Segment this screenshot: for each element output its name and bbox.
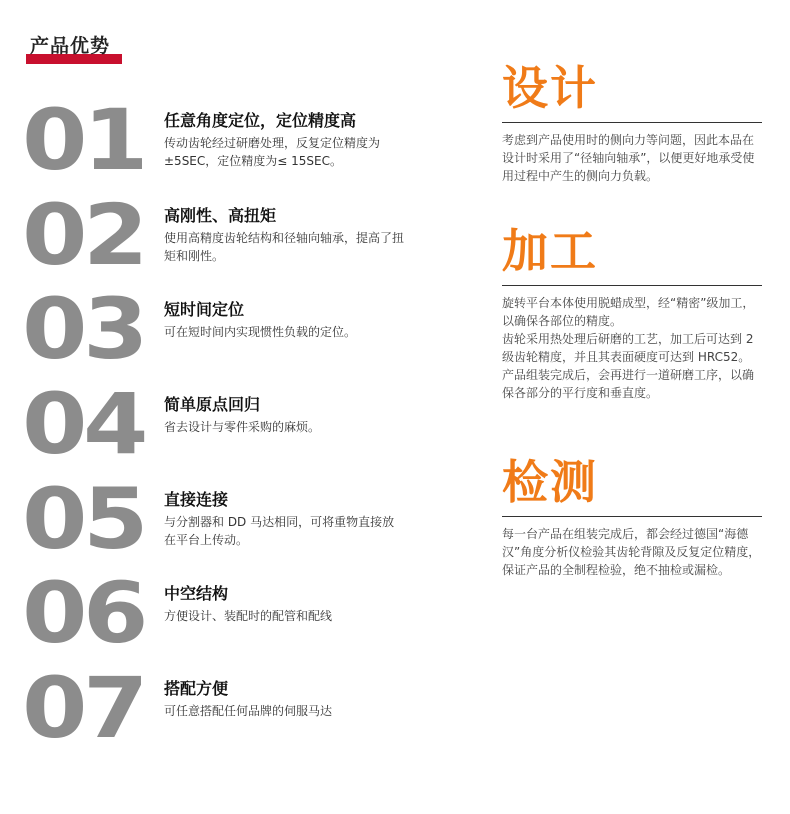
feature-number: 04 [22, 375, 144, 473]
feature-item-01 [22, 91, 422, 189]
section-paragraph: 产品组装完成后，会再进行一道研磨工序，以确保各部分的平行度和垂直度。 [502, 368, 755, 400]
feature-item-06 [22, 564, 422, 662]
section-paragraph: 旋转平台本体使用脱蜡成型，经“精密”级加工，以确保各部位的精度。 [502, 296, 755, 328]
section-body [502, 294, 762, 402]
feature-title: 搭配方便 [164, 679, 229, 698]
feature-title: 直接连接 [164, 490, 229, 509]
section-machining [502, 223, 762, 402]
feature-title: 高刚性、高扭矩 [164, 206, 277, 225]
header [26, 34, 122, 64]
feature-number: 03 [22, 280, 144, 378]
feature-number: 02 [22, 186, 144, 284]
feature-item-05 [22, 470, 422, 568]
section-divider [502, 516, 762, 517]
section-heading: 加工 [502, 224, 598, 278]
feature-number: 01 [22, 91, 144, 189]
feature-description: 与分割器和 DD 马达相同，可将重物直接放在平台上传动。 [164, 515, 395, 547]
page-title: 产品优势 [30, 35, 111, 57]
feature-description: 省去设计与零件采购的麻烦。 [164, 420, 321, 434]
feature-item-03 [22, 280, 422, 378]
section-paragraph: 齿轮采用热处理后研磨的工艺，加工后可达到 2 级齿轮精度，并且其表面硬度可达到 HRC52。 [502, 332, 754, 364]
feature-title: 任意角度定位，定位精度高 [164, 111, 357, 130]
feature-description: 方便设计、装配时的配管和配线 [164, 609, 333, 623]
feature-description: 使用高精度齿轮结构和径轴向轴承，提高了扭矩和刚性。 [164, 231, 405, 263]
section-heading: 检测 [502, 455, 598, 509]
section-design [502, 60, 762, 185]
section-divider [502, 285, 762, 286]
feature-title: 简单原点回归 [164, 395, 261, 414]
section-heading: 设计 [502, 61, 598, 115]
section-body [502, 131, 762, 185]
feature-item-04 [22, 375, 422, 473]
section-paragraph: 考虑到产品使用时的侧向力等问题，因此本品在设计时采用了“径轴向轴承”，以便更好地承受使用过程中产生的侧向力负载。 [502, 133, 755, 183]
feature-description: 传动齿轮经过研磨处理，反复定位精度为 ±5SEC，定位精度为≤ 15SEC。 [164, 136, 381, 168]
section-body [502, 525, 762, 579]
feature-number: 07 [22, 659, 144, 757]
feature-description: 可在短时间内实现惯性负载的定位。 [164, 325, 357, 339]
feature-description: 可任意搭配任何品牌的伺服马达 [164, 704, 333, 718]
feature-number: 06 [22, 564, 144, 662]
feature-number: 05 [22, 470, 144, 568]
section-divider [502, 122, 762, 123]
feature-item-02 [22, 186, 422, 284]
section-inspection [502, 454, 762, 579]
section-paragraph: 每一台产品在组装完成后，都会经过德国“海德汉”角度分析仪检验其齿轮背隙及反复定位精度，保证产品的全制程检验，绝不抽检或漏检。 [502, 527, 761, 577]
feature-item-07 [22, 659, 422, 757]
feature-title: 中空结构 [164, 584, 229, 603]
feature-title: 短时间定位 [164, 300, 245, 319]
